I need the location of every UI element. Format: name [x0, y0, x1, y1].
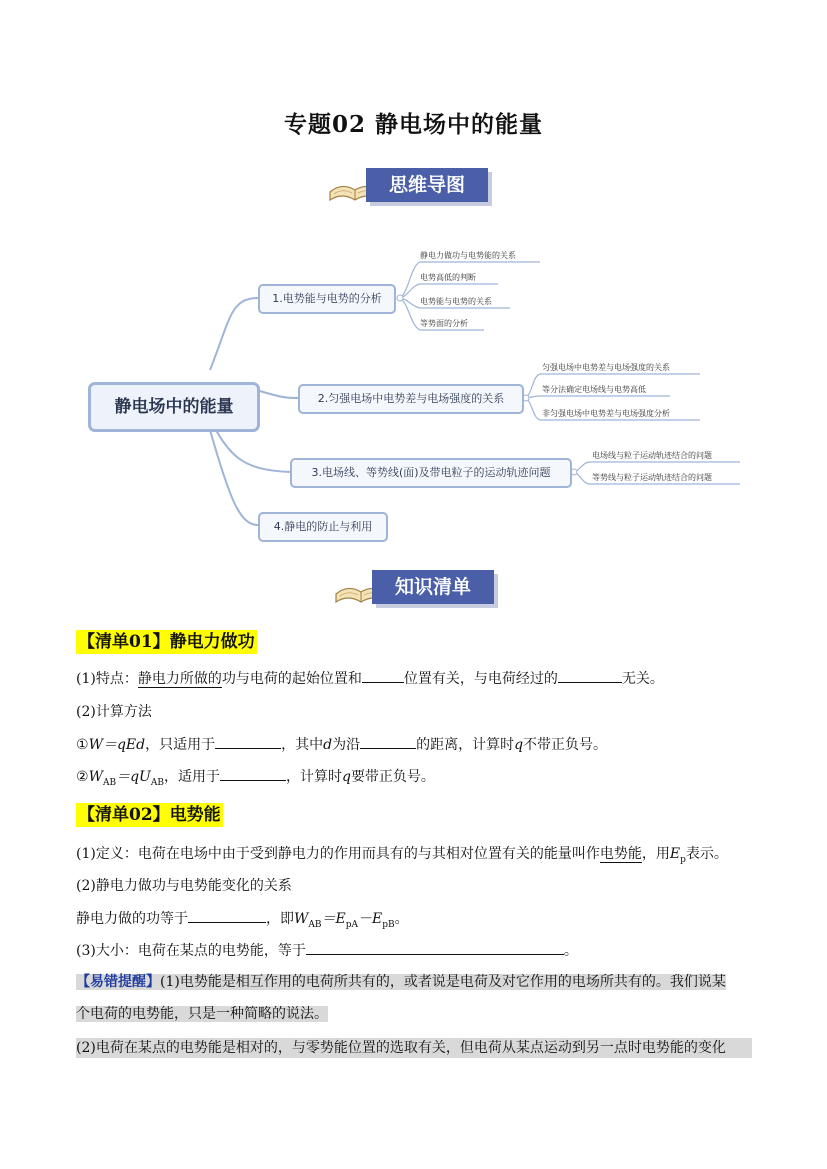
- mindmap-leaf: 等势面的分析: [420, 319, 468, 328]
- mindmap-leaf: 等分法确定电场线与电势高低: [542, 385, 646, 394]
- mindmap-leaf: 匀强电场中电势差与电场强度的关系: [542, 363, 670, 372]
- mindmap-banner-label: 思维导图: [366, 168, 488, 202]
- warning-line3: (2)电荷在某点的电势能是相对的，与零势能位置的选取有关，但电荷从某点运动到另一点时电势能的变化: [76, 1038, 752, 1064]
- mindmap-leaf: 非匀强电场中电势差与电场强度分析: [542, 409, 670, 418]
- mindmap-leaf: 静电力做功与电势能的关系: [420, 251, 516, 260]
- mindmap-leaf: 电势能与电势的关系: [420, 297, 492, 306]
- section1-line4: $②W_{AB}=qU_{AB}$，适用于 ，计算时q要带正负号。: [76, 766, 435, 793]
- section2-line1: (1)定义：电荷在电场中由于受到静电力的作用而具有的与其相对位置有关的能量叫作电势能，用$E_p$表示。: [76, 846, 728, 865]
- section-heading-2: 【清单02】电势能: [78, 805, 221, 825]
- section2-line3: 静电力做的功等于 ，即$W_{AB}=E_{pA}-E_{pB}$。: [76, 908, 409, 935]
- mindmap-leaf: 电势高低的判断: [420, 273, 476, 282]
- knowledge-banner-label: 知识清单: [372, 570, 494, 604]
- section1-line1: (1)特点：静电力所做的功与电荷的起始位置和 位置有关，与电荷经过的 无关。: [76, 668, 664, 689]
- mindmap-banner: [328, 166, 498, 206]
- mindmap-root: 静电场中的能量: [88, 382, 260, 432]
- mindmap-branch-3: 3.电场线、等势线(面)及带电粒子的运动轨迹问题: [290, 458, 572, 488]
- warning-line2: 个电荷的电势能，只是一种简略的说法。: [76, 1006, 328, 1022]
- page-title: 专题02 静电场中的能量: [283, 111, 543, 138]
- mindmap-branch-1: 1.电势能与电势的分析: [258, 284, 396, 314]
- section1-line3: ①W＝qEd，只适用于 ，其中d为沿 的距离，计算时q不带正负号。: [76, 734, 607, 755]
- mindmap-leaf: 电场线与粒子运动轨迹结合的问题: [592, 451, 712, 460]
- section2-line4: (3)大小：电荷在某点的电势能，等于 。: [76, 940, 578, 961]
- section-heading-1: 【清单01】静电力做功: [78, 632, 255, 652]
- warning-label: 【易错提醒】: [76, 974, 160, 990]
- warning-line1: 【易错提醒】(1)电势能是相互作用的电荷所共有的，或者说是电荷及对它作用的电场所共有的。我们说某: [76, 974, 726, 990]
- section1-line2: (2)计算方法: [76, 704, 152, 720]
- mindmap-leaf: 等势线与粒子运动轨迹结合的问题: [592, 473, 712, 482]
- mindmap-branch-4: 4.静电的防止与利用: [258, 512, 388, 542]
- mind-map: [80, 240, 760, 550]
- mindmap-branch-2: 2.匀强电场中电势差与电场强度的关系: [298, 384, 524, 414]
- section2-line2: (2)静电力做功与电势能变化的关系: [76, 878, 292, 894]
- knowledge-banner: [334, 568, 504, 608]
